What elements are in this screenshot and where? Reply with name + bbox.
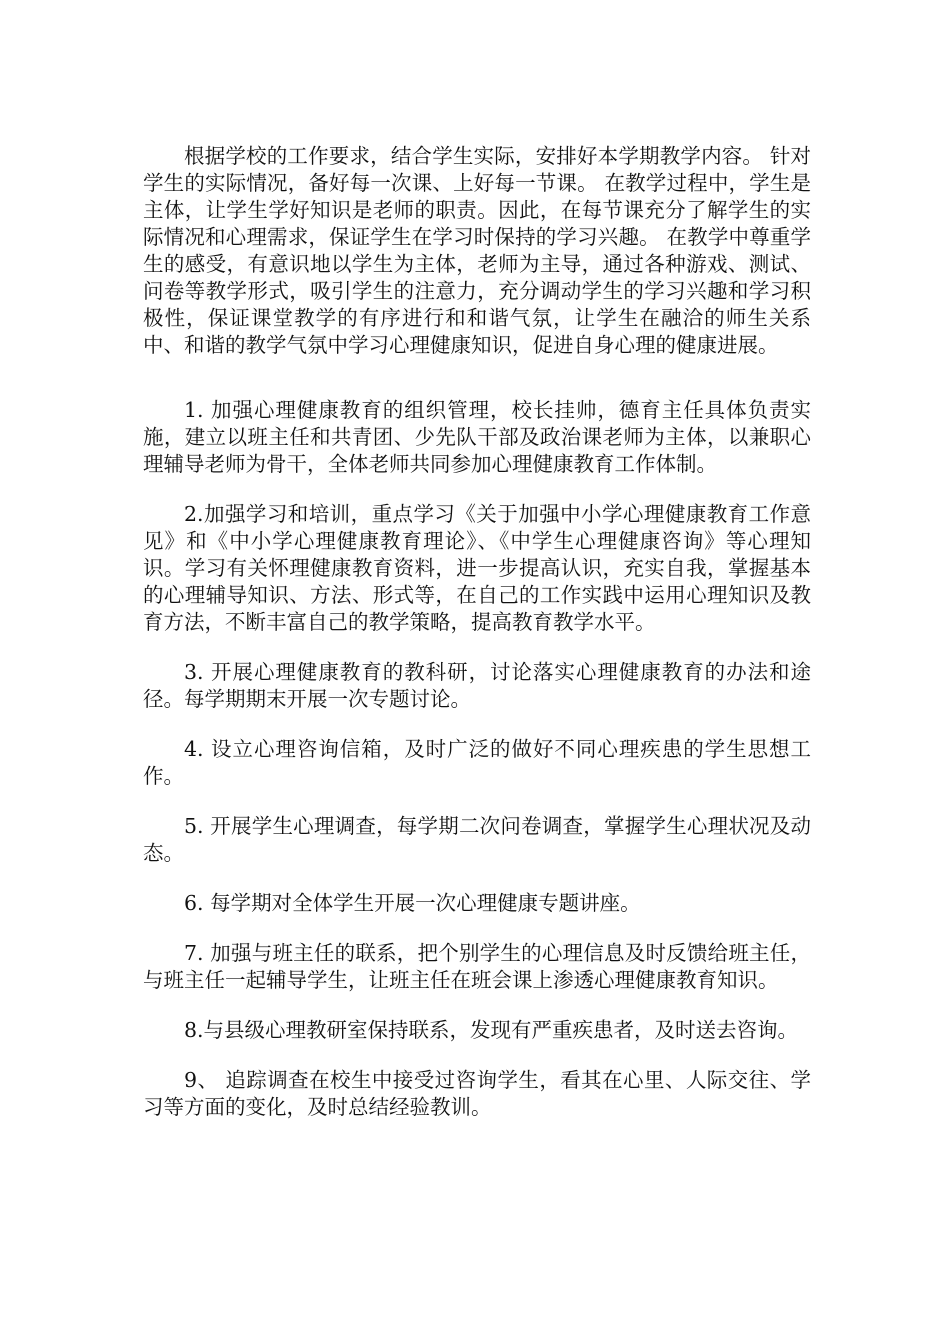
- list-item-4: 4. 设立心理咨询信箱，及时广泛的做好不同心理疾患的学生思想工作。: [143, 737, 811, 788]
- document-body: [143, 143, 811, 1144]
- list-item-5: 5. 开展学生心理调查，每学期二次问卷调查，掌握学生心理状况及动态。: [143, 814, 811, 865]
- list-item-8: 8.与县级心理教研室保持联系，发现有严重疾患者，及时送去咨询。: [184, 1018, 799, 1042]
- list-item-9: 9、 追踪调查在校生中接受过咨询学生，看其在心里、人际交往、学习等方面的变化，及时总结经验教训。: [143, 1068, 811, 1119]
- list-item-1: 1. 加强心理健康教育的组织管理，校长挂帅，德育主任具体负责实施，建立以班主任和共青团、少先队干部及政治课老师为主体，以兼职心理辅导老师为骨干，全体老师共同参加心理健康教育工作体制。: [143, 398, 811, 476]
- intro-paragraph: 根据学校的工作要求，结合学生实际，安排好本学期教学内容。 针对学生的实际情况，备好每一次课、上好每一节课。 在教学过程中，学生是主体，让学生学好知识是老师的职责。因此，在每节课充分了解学生的实际情况和心理需求，保证学生在学习时保持的学习兴趣。 在教学中尊重学生的感受，有意识地以学生为主体，老师为主导，通过各种游戏、测试、问卷等教学形式，吸引学生的注意力，充分调动学生的学习兴趣和学习积极性，保证课堂教学的有序进行和和谐气氛，让学生在融洽的师生关系中、和谐的教学气氛中学习心理健康知识，促进自身心理的健康进展。: [143, 144, 811, 357]
- list-item-3: 3. 开展心理健康教育的教科研，讨论落实心理健康教育的办法和途径。每学期期末开展一次专题讨论。: [143, 660, 811, 711]
- list-item-2: 2.加强学习和培训，重点学习《关于加强中小学心理健康教育工作意见》和《中小学心理健康教育理论》、《中学生心理健康咨询》等心理知识。学习有关怀理健康教育资料，进一步提高认识，充实自我，掌握基本的心理辅导知识、方法、形式等，在自己的工作实践中运用心理知识及教育方法，不断丰富自己的教学策略，提高教育教学水平。: [143, 502, 811, 634]
- list-item-6: 6. 每学期对全体学生开展一次心理健康专题讲座。: [184, 891, 641, 915]
- list-item-7: 7. 加强与班主任的联系，把个别学生的心理信息及时反馈给班主任，与班主任一起辅导学生，让班主任在班会课上渗透心理健康教育知识。: [143, 941, 811, 992]
